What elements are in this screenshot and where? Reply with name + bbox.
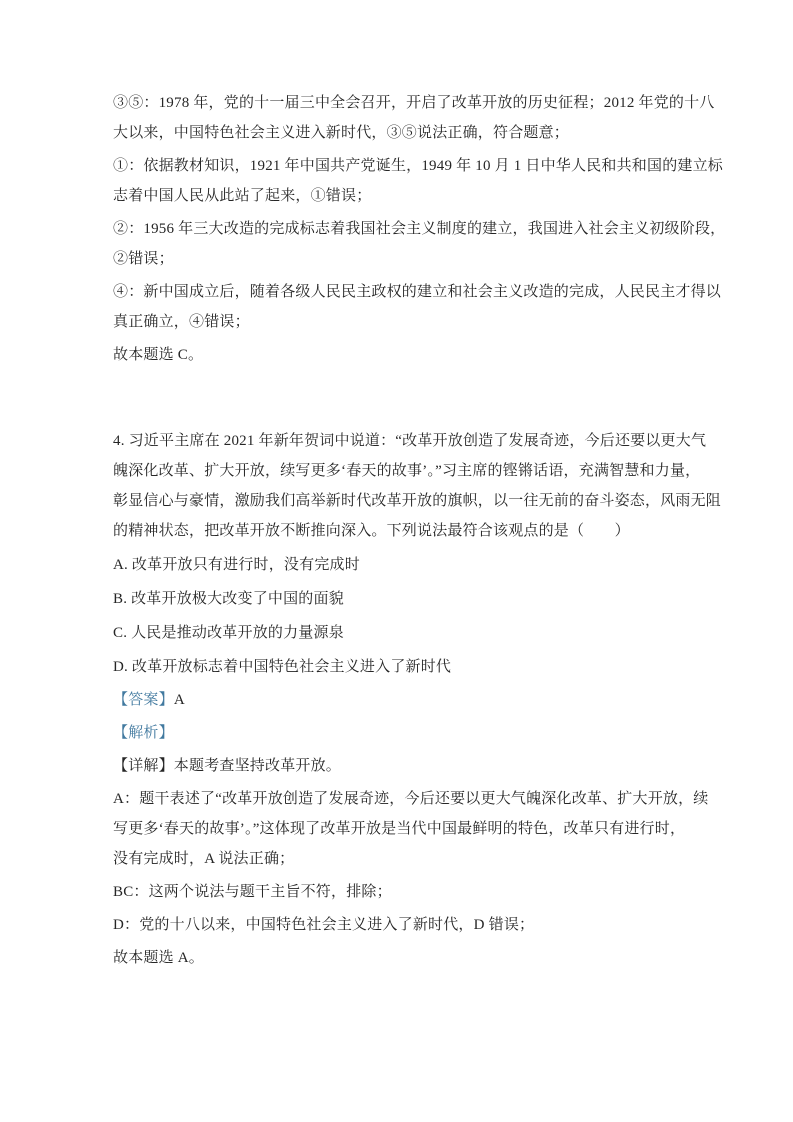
q4-answer bbox=[113, 685, 685, 715]
text-line bbox=[113, 584, 685, 614]
text-line bbox=[113, 550, 685, 580]
q4-analysis-label bbox=[113, 718, 685, 748]
text-line bbox=[113, 340, 685, 370]
q3-analysis-point-2 bbox=[113, 214, 726, 274]
text-segment: 志着中国人民从此站了起来，①错误； bbox=[113, 188, 372, 204]
text-line bbox=[113, 181, 685, 211]
text-line bbox=[113, 877, 685, 907]
text-line bbox=[113, 784, 709, 814]
text-segment: BC：这两个说法与题干主旨不符，排除； bbox=[113, 884, 392, 900]
text-line bbox=[113, 910, 685, 940]
text-segment: ②错误； bbox=[113, 251, 174, 267]
q4-detail-d bbox=[113, 910, 685, 940]
q4-option-c bbox=[113, 618, 685, 648]
bracket-label: 【解析】 bbox=[113, 725, 174, 741]
text-segment: A：题干表述了“改革开放创造了发展奇迹，今后还要以更大气魄深化改革、扩大开放，续 bbox=[113, 791, 709, 807]
text-line bbox=[113, 652, 685, 682]
text-segment: 【详解】本题考查坚持改革开放。 bbox=[113, 758, 342, 774]
bracket-label: 【答案】 bbox=[113, 692, 174, 708]
text-segment: A bbox=[173, 692, 185, 708]
q3-conclusion bbox=[113, 340, 685, 370]
text-line bbox=[113, 426, 707, 456]
q4-stem bbox=[113, 426, 722, 546]
text-segment: 的精神状态，把改革开放不断推向深入。下列说法最符合该观点的是（ ） bbox=[113, 523, 630, 539]
q4-detail-bc bbox=[113, 877, 685, 907]
text-segment: C. 人民是推动改革开放的力量源泉 bbox=[113, 625, 344, 641]
text-segment: A. 改革开放只有进行时，没有完成时 bbox=[113, 557, 360, 573]
text-segment: 故本题选 C。 bbox=[113, 347, 204, 363]
q4-detail-intro bbox=[113, 751, 685, 781]
text-segment: 没有完成时，A 说法正确； bbox=[113, 851, 295, 867]
text-line bbox=[113, 685, 685, 715]
text-line bbox=[113, 814, 685, 844]
text-segment: 大以来，中国特色社会主义进入新时代，③⑤说法正确，符合题意； bbox=[113, 125, 570, 141]
document-content bbox=[113, 88, 726, 976]
text-segment: ④：新中国成立后，随着各级人民民主政权的建立和社会主义改造的完成，人民民主才得以 bbox=[113, 284, 722, 300]
q4-detail-a bbox=[113, 784, 709, 874]
text-segment: 魄深化改革、扩大开放，续写更多‘春天的故事’。”习主席的铿锵话语，充满智慧和力量， bbox=[113, 463, 701, 479]
text-line bbox=[113, 307, 685, 337]
text-segment: 写更多‘春天的故事’。”这体现了改革开放是当代中国最鲜明的特色，改革只有进行时， bbox=[113, 821, 686, 837]
text-line bbox=[113, 618, 685, 648]
text-line bbox=[113, 151, 724, 181]
q3-analysis-point-4 bbox=[113, 277, 722, 337]
q4-option-b bbox=[113, 584, 685, 614]
text-line bbox=[113, 456, 701, 486]
q4-option-a bbox=[113, 550, 685, 580]
text-segment: ②：1956 年三大改造的完成标志着我国社会主义制度的建立，我国进入社会主义初级阶段， bbox=[113, 221, 726, 237]
text-line bbox=[113, 486, 722, 516]
q3-analysis-point-3-5 bbox=[113, 88, 715, 148]
text-line bbox=[113, 718, 685, 748]
q4-conclusion bbox=[113, 943, 685, 973]
text-line bbox=[113, 118, 685, 148]
q3-analysis-point-1 bbox=[113, 151, 724, 211]
text-line bbox=[113, 244, 685, 274]
text-line bbox=[113, 277, 722, 307]
q4-option-d bbox=[113, 652, 685, 682]
text-segment: 彰显信心与豪情，激励我们高举新时代改革开放的旗帜，以一往无前的奋斗姿态，风雨无阻 bbox=[113, 493, 722, 509]
text-line bbox=[113, 943, 685, 973]
text-line bbox=[113, 88, 715, 118]
text-segment: D. 改革开放标志着中国特色社会主义进入了新时代 bbox=[113, 659, 452, 675]
text-segment: 故本题选 A。 bbox=[113, 950, 204, 966]
text-segment: B. 改革开放极大改变了中国的面貌 bbox=[113, 591, 344, 607]
text-line bbox=[113, 516, 685, 546]
text-segment: 真正确立，④错误； bbox=[113, 314, 250, 330]
text-segment: D：党的十八以来，中国特色社会主义进入了新时代，D 错误； bbox=[113, 917, 535, 933]
text-line bbox=[113, 751, 685, 781]
text-line bbox=[113, 844, 685, 874]
text-segment: 4. 习近平主席在 2021 年新年贺词中说道：“改革开放创造了发展奇迹，今后还要以更大气 bbox=[113, 433, 707, 449]
text-segment: ③⑤：1978 年，党的十一届三中全会召开，开启了改革开放的历史征程；2012 年党的十八 bbox=[113, 95, 715, 111]
text-segment: ①：依据教材知识，1921 年中国共产党诞生，1949 年 10 月 1 日中华人民和共和国的建立标 bbox=[113, 158, 724, 174]
text-line bbox=[113, 214, 726, 244]
